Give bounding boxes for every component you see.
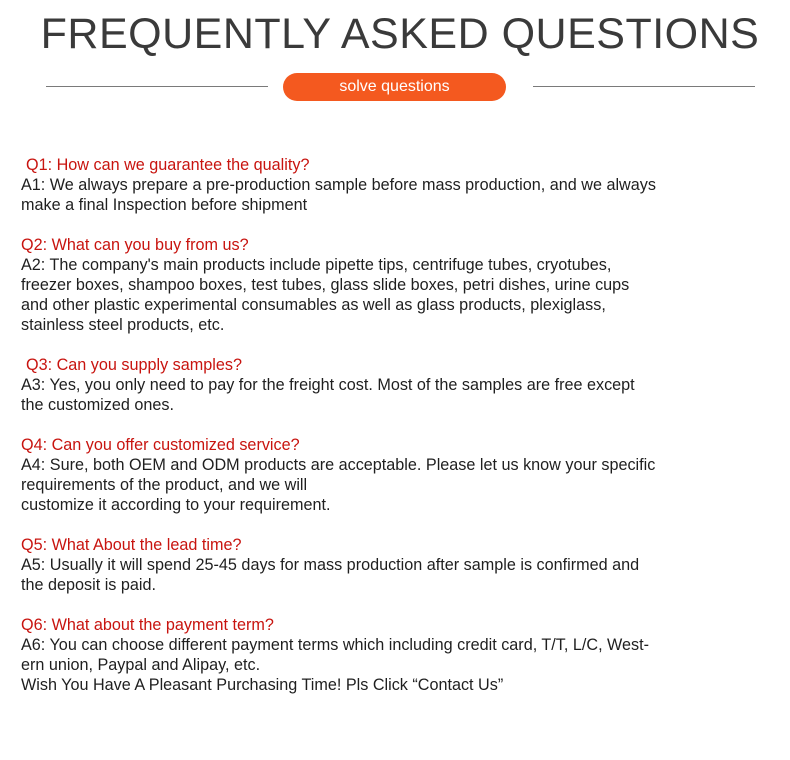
answer-line: stainless steel products, etc. — [21, 316, 225, 334]
faq-list — [21, 155, 751, 715]
answer-2 — [21, 255, 751, 335]
answer-line: A6: You can choose different payment terms which including credit card, T/T, L/C, West- — [21, 636, 650, 654]
answer-4 — [21, 455, 751, 515]
question-6: Q6: What about the payment term? — [21, 616, 274, 634]
question-1: Q1: How can we guarantee the quality? — [26, 156, 310, 174]
faq-item-1 — [21, 155, 751, 215]
faq-item-2 — [21, 235, 751, 335]
answer-line: A1: We always prepare a pre-production sample before mass production, and we always — [21, 176, 656, 194]
answer-line: customize it according to your requirement. — [21, 496, 331, 514]
question-2: Q2: What can you buy from us? — [21, 236, 249, 254]
faq-item-3 — [21, 355, 751, 415]
faq-item-6 — [21, 615, 751, 695]
answer-line: A2: The company's main products include pipette tips, centrifuge tubes, cryotubes, — [21, 256, 612, 274]
answer-line: ern union, Paypal and Alipay, etc. — [21, 656, 261, 674]
contact-us-line[interactable]: Wish You Have A Pleasant Purchasing Time! Pls Click “Contact Us” — [21, 676, 504, 694]
answer-line: the customized ones. — [21, 396, 174, 414]
faq-item-5 — [21, 535, 751, 595]
question-3: Q3: Can you supply samples? — [26, 356, 242, 374]
question-4: Q4: Can you offer customized service? — [21, 436, 300, 454]
answer-1 — [21, 175, 751, 215]
page-title: FREQUENTLY ASKED QUESTIONS — [40, 10, 760, 58]
answer-line: freezer boxes, shampoo boxes, test tubes, glass slide boxes, petri dishes, urine cups — [21, 276, 630, 294]
answer-5 — [21, 555, 751, 595]
answer-3 — [21, 375, 751, 415]
answer-line: the deposit is paid. — [21, 576, 156, 594]
divider-right — [533, 86, 755, 87]
solve-questions-button[interactable]: solve questions — [283, 73, 506, 101]
answer-6 — [21, 635, 751, 695]
faq-item-4 — [21, 435, 751, 515]
answer-line: make a final Inspection before shipment — [21, 196, 308, 214]
answer-line: A3: Yes, you only need to pay for the freight cost. Most of the samples are free except — [21, 376, 635, 394]
answer-line: requirements of the product, and we will — [21, 476, 308, 494]
answer-line: A5: Usually it will spend 25-45 days for mass production after sample is confirmed and — [21, 556, 640, 574]
divider-left — [46, 86, 268, 87]
answer-line: and other plastic experimental consumables as well as glass products, plexiglass, — [21, 296, 606, 314]
answer-line: A4: Sure, both OEM and ODM products are acceptable. Please let us know your specific — [21, 456, 656, 474]
question-5: Q5: What About the lead time? — [21, 536, 242, 554]
